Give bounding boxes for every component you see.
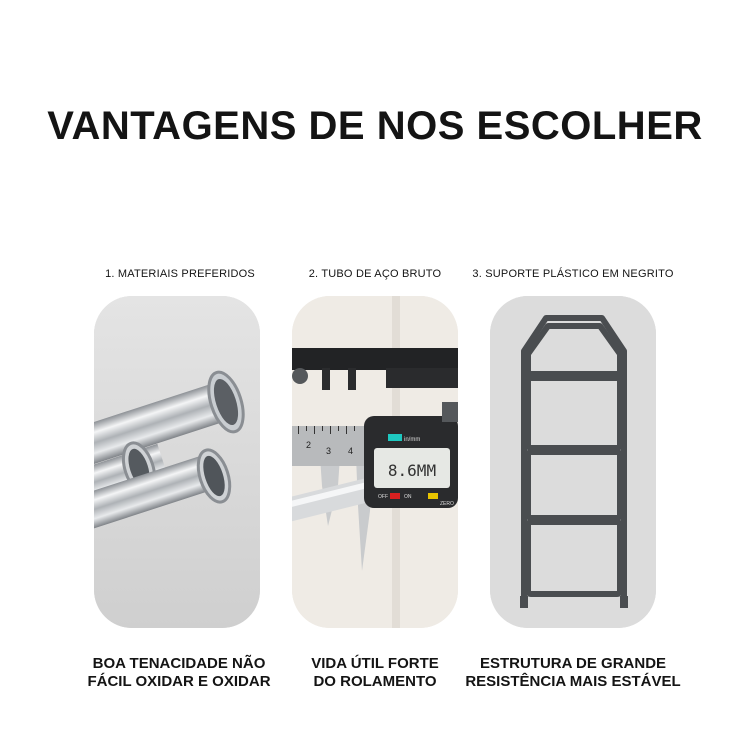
caption-3-line-1: ESTRUTURA DE GRANDE [479, 655, 667, 672]
caliper-zero-label: ZERO [440, 501, 454, 507]
caliper-unit-label: in/mm [404, 437, 421, 443]
caption-2-line-1: VIDA ÚTIL FORTE [311, 655, 439, 672]
caption-1-line-2: FÁCIL OXIDAR E OXIDAR [87, 673, 271, 690]
card-label-2: 2. TUBO DE AÇO BRUTO [308, 268, 442, 280]
steel-tubes-image [94, 296, 260, 628]
card-caliper [292, 296, 458, 628]
caption-3 [458, 655, 688, 691]
caption-3-line-2: RESISTÊNCIA MAIS ESTÁVEL [465, 673, 681, 690]
card-label-3: 3. SUPORTE PLÁSTICO EM NEGRITO [472, 268, 674, 280]
card-steel-tubes [94, 296, 260, 628]
caption-1 [74, 655, 284, 691]
caliper-off-label: OFF [378, 494, 388, 500]
card-bracket [490, 296, 656, 628]
scale-tick-4: 4 [348, 446, 354, 456]
caliper-on-label: ON [404, 494, 412, 500]
digital-caliper-image [292, 296, 458, 628]
caption-1-line-1: BOA TENACIDADE NÃO [92, 655, 266, 672]
card-label-1: 1. MATERIAIS PREFERIDOS [105, 268, 255, 280]
scale-tick-3: 3 [326, 446, 332, 456]
caption-2 [282, 655, 468, 691]
caption-2-line-2: DO ROLAMENTO [313, 673, 437, 690]
plastic-bracket-image [490, 296, 656, 628]
scale-tick-2: 2 [306, 440, 312, 450]
caliper-display: 8.6MM [387, 461, 437, 480]
page-title: VANTAGENS DE NOS ESCOLHER [47, 104, 703, 148]
